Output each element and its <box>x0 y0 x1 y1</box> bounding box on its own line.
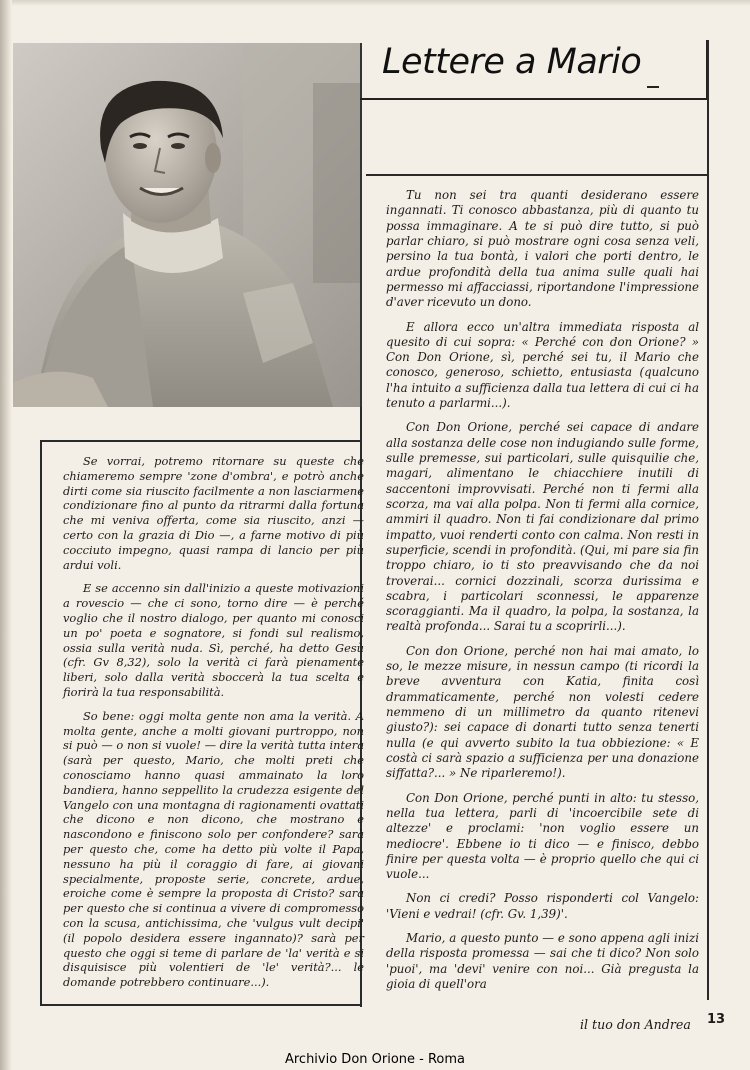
archive-footer: Archivio Don Orione - Roma <box>284 1052 466 1067</box>
portrait-photo <box>13 43 362 407</box>
paragraph: Con don Orione, perché non hai mai amato, lo so, le mezze misure, in nessun campo (ti ricordi la breve avventura con Katia, finita così drammaticamente, perché non volesti cedere nemmeno di un millimetro da quanto ritenevi giusto?): sei capace di donarti tutto senza tenerti nulla (e qui avverto subito la tua obbiezione: « E costà ci sarà spazio a sufficienza per una donazione siffatta?... » Ne riparleremo!). <box>386 643 699 781</box>
portrait-illustration <box>13 43 360 407</box>
paragraph: Con Don Orione, perché sei capace di andare alla sostanza delle cose non indugiando sulle forme, sulle premesse, sui particolari, sulle quisquilie che, magari, alimentano le chiacchiere inutili di saccentoni improvvisati. Perché non ti fermi alla scorza, ma vai alla polpa. Non ti fermi alla cornice, ammiri il quadro. Non ti fai condizionare dal primo impatto, vuoi renderti conto con calma. Non resti in superficie, scendi in profondità. (Qui, mi pare sia fin troppo chiaro, io ti sto preavvisando che da noi troverai... cornici dozzinali, scorza durissima e scabra, i particolari sconnessi, le apparenze scoraggianti. Ma il quadro, la polpa, la sostanza, la realtà profonda... Sarai tu a scoprirli...). <box>386 420 699 634</box>
left-box-left-rule <box>40 440 42 1005</box>
paragraph: E se accenno sin dall'inizio a queste motivazioni a rovescio — che ci sono, torno dire — è perché voglio che il nostro dialogo, per quanto mi conosci un po' poeta e sognatore, si fondi sul realismo, ossia sulla verità nuda. Sì, perché, ha detto Gesù (cfr. Gv 8,32), solo la verità ci farà pienamente liberi, solo dalla verità sboccerà la tua scelta e fiorirà la tua responsabilità. <box>63 581 364 699</box>
title-dash <box>647 86 659 88</box>
left-box-top-rule <box>40 440 360 442</box>
title-underline <box>360 98 708 100</box>
paragraph: Non ci credi? Posso risponderti col Vangelo: 'Vieni e vedrai! (cfr. Gv. 1,39)'. <box>386 891 699 921</box>
paragraph: Se vorrai, potremo ritornare su queste che chiameremo sempre 'zone d'ombra', e potrò anche dirti come sia riuscito facilmente a non lasciarmene condizionare fino al punto da ritrarmi dalla fortuna che mi veniva offerta, come sia riuscito, anzi — certo con la grazia di Dio —, a farne motivo di più cocciuto impegno, quasi rampa di lancio per più ardui voli. <box>63 454 364 572</box>
paragraph: Mario, a questo punto — e sono appena agli inizi della risposta promessa — sai che ti dico? Non solo 'puoi', ma 'devi' venire con noi... Già pregusta la gioia di quell'ora <box>386 931 699 991</box>
page-number: 13 <box>707 1012 726 1027</box>
left-column-text <box>63 454 364 999</box>
signature: il tuo don Andrea <box>580 1017 691 1032</box>
frame-right-rule <box>707 40 709 1000</box>
left-box-bottom-rule <box>40 1004 362 1006</box>
paragraph: So bene: oggi molta gente non ama la verità. A molta gente, anche a molti giovani purtroppo, non si può — o non si vuole! — dire la verità tutta intera (sarà per questo, Mario, che molti preti che conosciamo hanno quasi ammainato la loro bandiera, hanno seppellito la crudezza esigente del Vangelo con una montagna di ragionamenti ovattati che dicono e non dicono, che mostrano e nascondono e finiscono solo per confondere? sarà per questo che, come ha detto più volte il Papa, nessuno ha più il coraggio di fare, ai giovani specialmente, proposte serie, concrete, ardue, eroiche come è sempre la proposta di Cristo? sarà per questo che si continua a vivere di compromesso con la scusa, antichissima, che 'vulgus vult decipi' (il popolo desidera essere ingannato)? sarà per questo che oggi si teme di parlare de 'la' verità e si disquisisce più volentieri de 'le' verità?... le domande potrebbero continuare...). <box>63 708 364 990</box>
paragraph: E allora ecco un'altra immediata risposta al quesito di cui sopra: « Perché con don Orione? » Con Don Orione, sì, perché sei tu, il Mario che conosco, generoso, schietto, entusiasta (qualcuno l'ha intuito a sufficienza dalla tua lettera di cui ci ha tenuto a parlarmi...). <box>386 319 699 411</box>
paragraph: Con Don Orione, perché punti in alto: tu stesso, nella tua lettera, parli di 'incoercibile sete di altezze' e proclami: 'non voglio essere un mediocre'. Ebbene io ti dico — e finisco, debbo finire per questa volta — è proprio quello che qui ci vuole... <box>386 790 699 882</box>
right-column-text <box>386 188 699 1001</box>
article-title: Lettere a Mario <box>382 42 642 82</box>
right-column-top-rule <box>366 174 708 176</box>
paragraph: Tu non sei tra quanti desiderano essere ingannati. Ti conosco abbastanza, più di quanto tu possa immaginare. A te si può dire tutto, si può parlar chiaro, si può mostrare ogni cosa senza veli, persino la tua bontà, i valori che porti dentro, le ardue profondità della tua anima sulle quali hai permesso mi affacciassi, riportandone l'impressione d'aver ricevuto un dono. <box>386 188 699 310</box>
binding-shadow <box>0 0 12 1070</box>
article-header <box>360 40 708 102</box>
page-top-edge <box>12 0 750 6</box>
